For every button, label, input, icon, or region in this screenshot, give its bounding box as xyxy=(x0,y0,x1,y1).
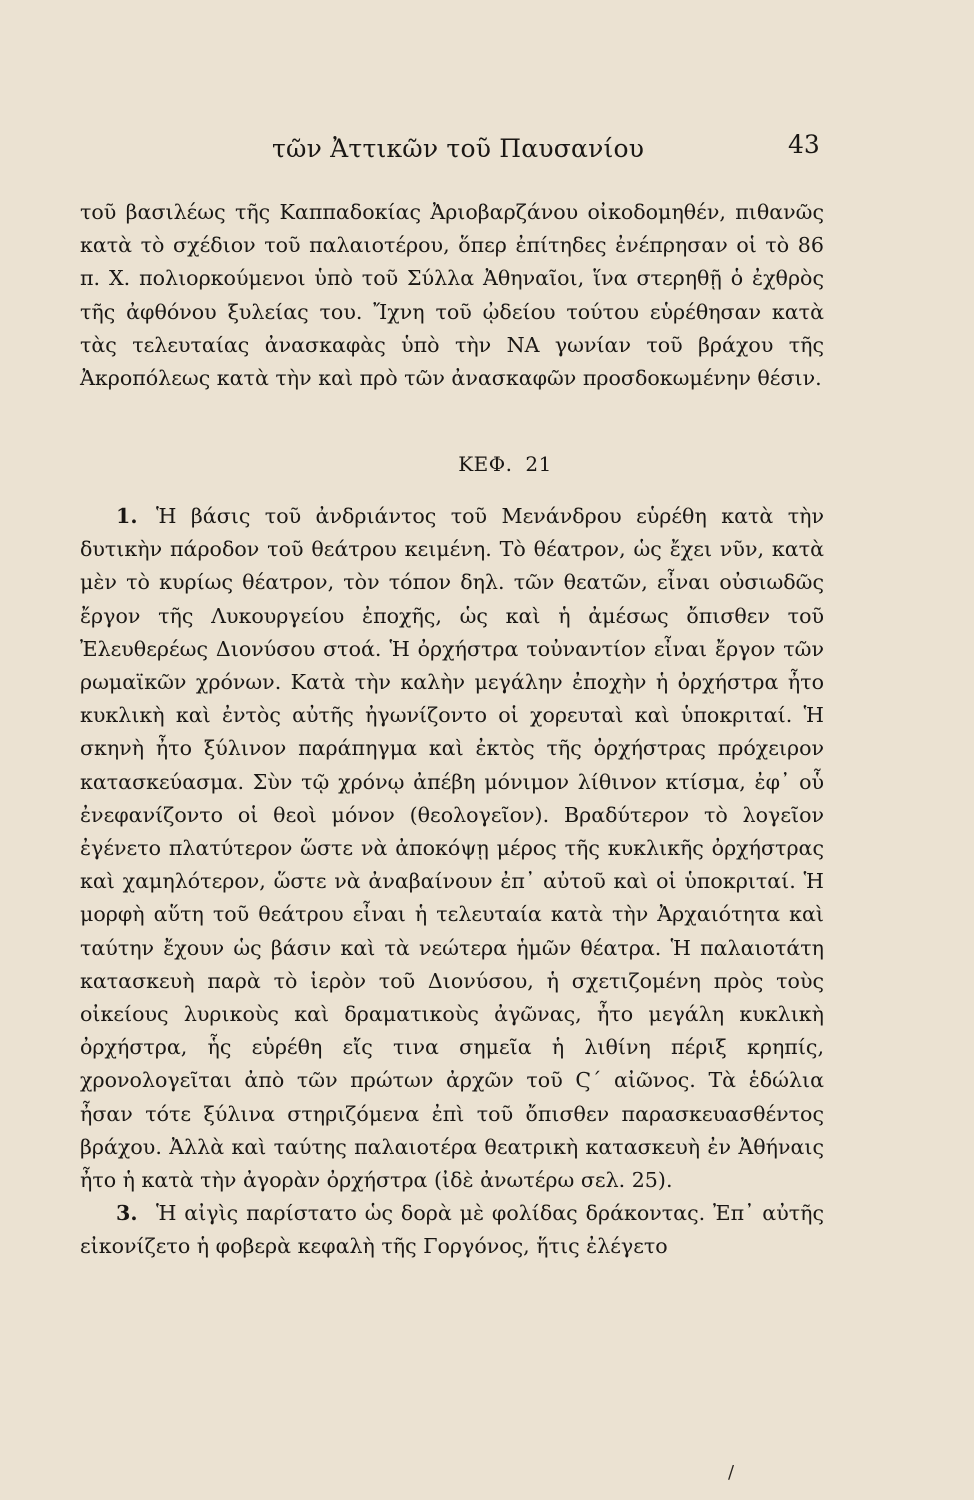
section-paragraph xyxy=(80,500,824,1197)
footer-mark: / xyxy=(728,1462,735,1483)
chapter-prefix: ΚΕΦ. xyxy=(458,452,513,476)
page-number: 43 xyxy=(788,130,820,159)
opening-paragraph: τοῦ βασιλέως τῆς Καππαδοκίας Ἀριοβαρζάνου οἰκοδομηθέν, πιθανῶς κατὰ τὸ σχέδιον τοῦ παλαιοτέρου, ὅπερ ἐπίτηδες ἐνέπρησαν οἱ τὸ 86 π. Χ. πολιορκούμενοι ὑπὸ τοῦ Σύλλα Ἀθηναῖοι, ἵνα στερηθῇ ὁ ἐχθρὸς τῆς ἀφθόνου ξυλείας του. Ἴχνη τοῦ ᾠδείου τούτου εὑρέθησαν κατὰ τὰς τελευταίας ἀνασκαφὰς ὑπὸ τὴν ΝΑ γωνίαν τοῦ βράχου τῆς Ἀκροπόλεως κατὰ τὴν καὶ πρὸ τῶν ἀνασκαφῶν προσδοκωμένην θέσιν. xyxy=(80,200,824,391)
section-marker: 1. xyxy=(116,504,138,528)
chapter-number: 21 xyxy=(525,452,552,476)
chapter-body xyxy=(80,500,824,1264)
running-title: τῶν Ἀττικῶν τοῦ Παυσανίου xyxy=(272,134,645,163)
chapter-heading xyxy=(0,452,974,476)
section-text: Ἡ βάσις τοῦ ἀνδριάντος τοῦ Μενάνδρου εὑρέθη κατὰ τὴν δυτικὴν πάροδον τοῦ θεάτρου κειμένη. Τὸ θέατρον, ὡς ἔχει νῦν, κατὰ μὲν τὸ κυρίως θέατρον, τὸν τόπον δηλ. τῶν θεατῶν, εἶναι οὐσιωδῶς ἔργον τῆς Λυκουργείου ἐποχῆς, ὡς καὶ ἡ ἀμέσως ὄπισθεν τοῦ Ἐλευθερέως Διονύσου στοά. Ἡ ὀρχήστρα τοὐναντίον εἶναι ἔργον τῶν ρωμαϊκῶν χρόνων. Κατὰ τὴν καλὴν μεγάλην ἐποχὴν ἡ ὀρχήστρα ἦτο κυκλικὴ καὶ ἐντὸς αὐτῆς ἠγωνίζοντο οἱ χορευταὶ καὶ ὑποκριταί. Ἡ σκηνὴ ἦτο ξύλινον παράπηγμα καὶ ἐκτὸς τῆς ὀρχήστρας πρόχειρον κατασκεύασμα. Σὺν τῷ χρόνῳ ἀπέβη μόνιμον λίθινον κτίσμα, ἐφ᾽ οὗ ἐνεφανίζοντο οἱ θεοὶ μόνον (θεολογεῖον). Βραδύτερον τὸ λογεῖον ἐγένετο πλατύτερον ὥστε νὰ ἀποκόψῃ μέρος τῆς κυκλικῆς ὀρχήστρας καὶ χαμηλότερον, ὥστε νὰ ἀναβαίνουν ἐπ᾽ αὐτοῦ καὶ οἱ ὑποκριταί. Ἡ μορφὴ αὕτη τοῦ θεάτρου εἶναι ἡ τελευταία κατὰ τὴν Ἀρχαιότητα καὶ ταύτην ἔχουν ὡς βάσιν καὶ τὰ νεώτερα ἡμῶν θέατρα. Ἡ παλαιοτάτη κατασκευὴ παρὰ τὸ ἱερὸν τοῦ Διονύσου, ἡ σχετιζομένη πρὸς τοὺς οἰκείους λυρικοὺς καὶ δραματικοὺς ἀγῶνας, ἦτο μεγάλη κυκλικὴ ὀρχήστρα, ἧς εὑρέθη εἴς τινα σημεῖα ἡ λιθίνη πέριξ κρηπίς, χρονολογεῖται ἀπὸ τῶν πρώτων ἀρχῶν τοῦ Ϛ´ αἰῶνος. Τὰ ἑδώλια ἦσαν τότε ξύλινα στηριζόμενα ἐπὶ τοῦ ὄπισθεν παρασκευασθέντος βράχου. Ἀλλὰ καὶ ταύτης παλαιοτέρα θεατρικὴ κατασκευὴ ἐν Ἀθήναις ἦτο ἡ κατὰ τὴν ἀγορὰν ὀρχήστρα (ἰδὲ ἀνωτέρω σελ. 25). xyxy=(80,504,824,1193)
section-text: Ἡ αἰγὶς παρίστατο ὡς δορὰ μὲ φολίδας δράκοντας. Ἐπ᾽ αὐτῆς εἰκονίζετο ἡ φοβερὰ κεφαλὴ τῆς Γοργόνος, ἥτις ἐλέγετο xyxy=(80,1201,824,1259)
opening-paragraph-block xyxy=(80,196,824,395)
section-paragraph xyxy=(80,1197,824,1263)
section-marker: 3. xyxy=(116,1201,138,1226)
page-header xyxy=(0,128,974,168)
